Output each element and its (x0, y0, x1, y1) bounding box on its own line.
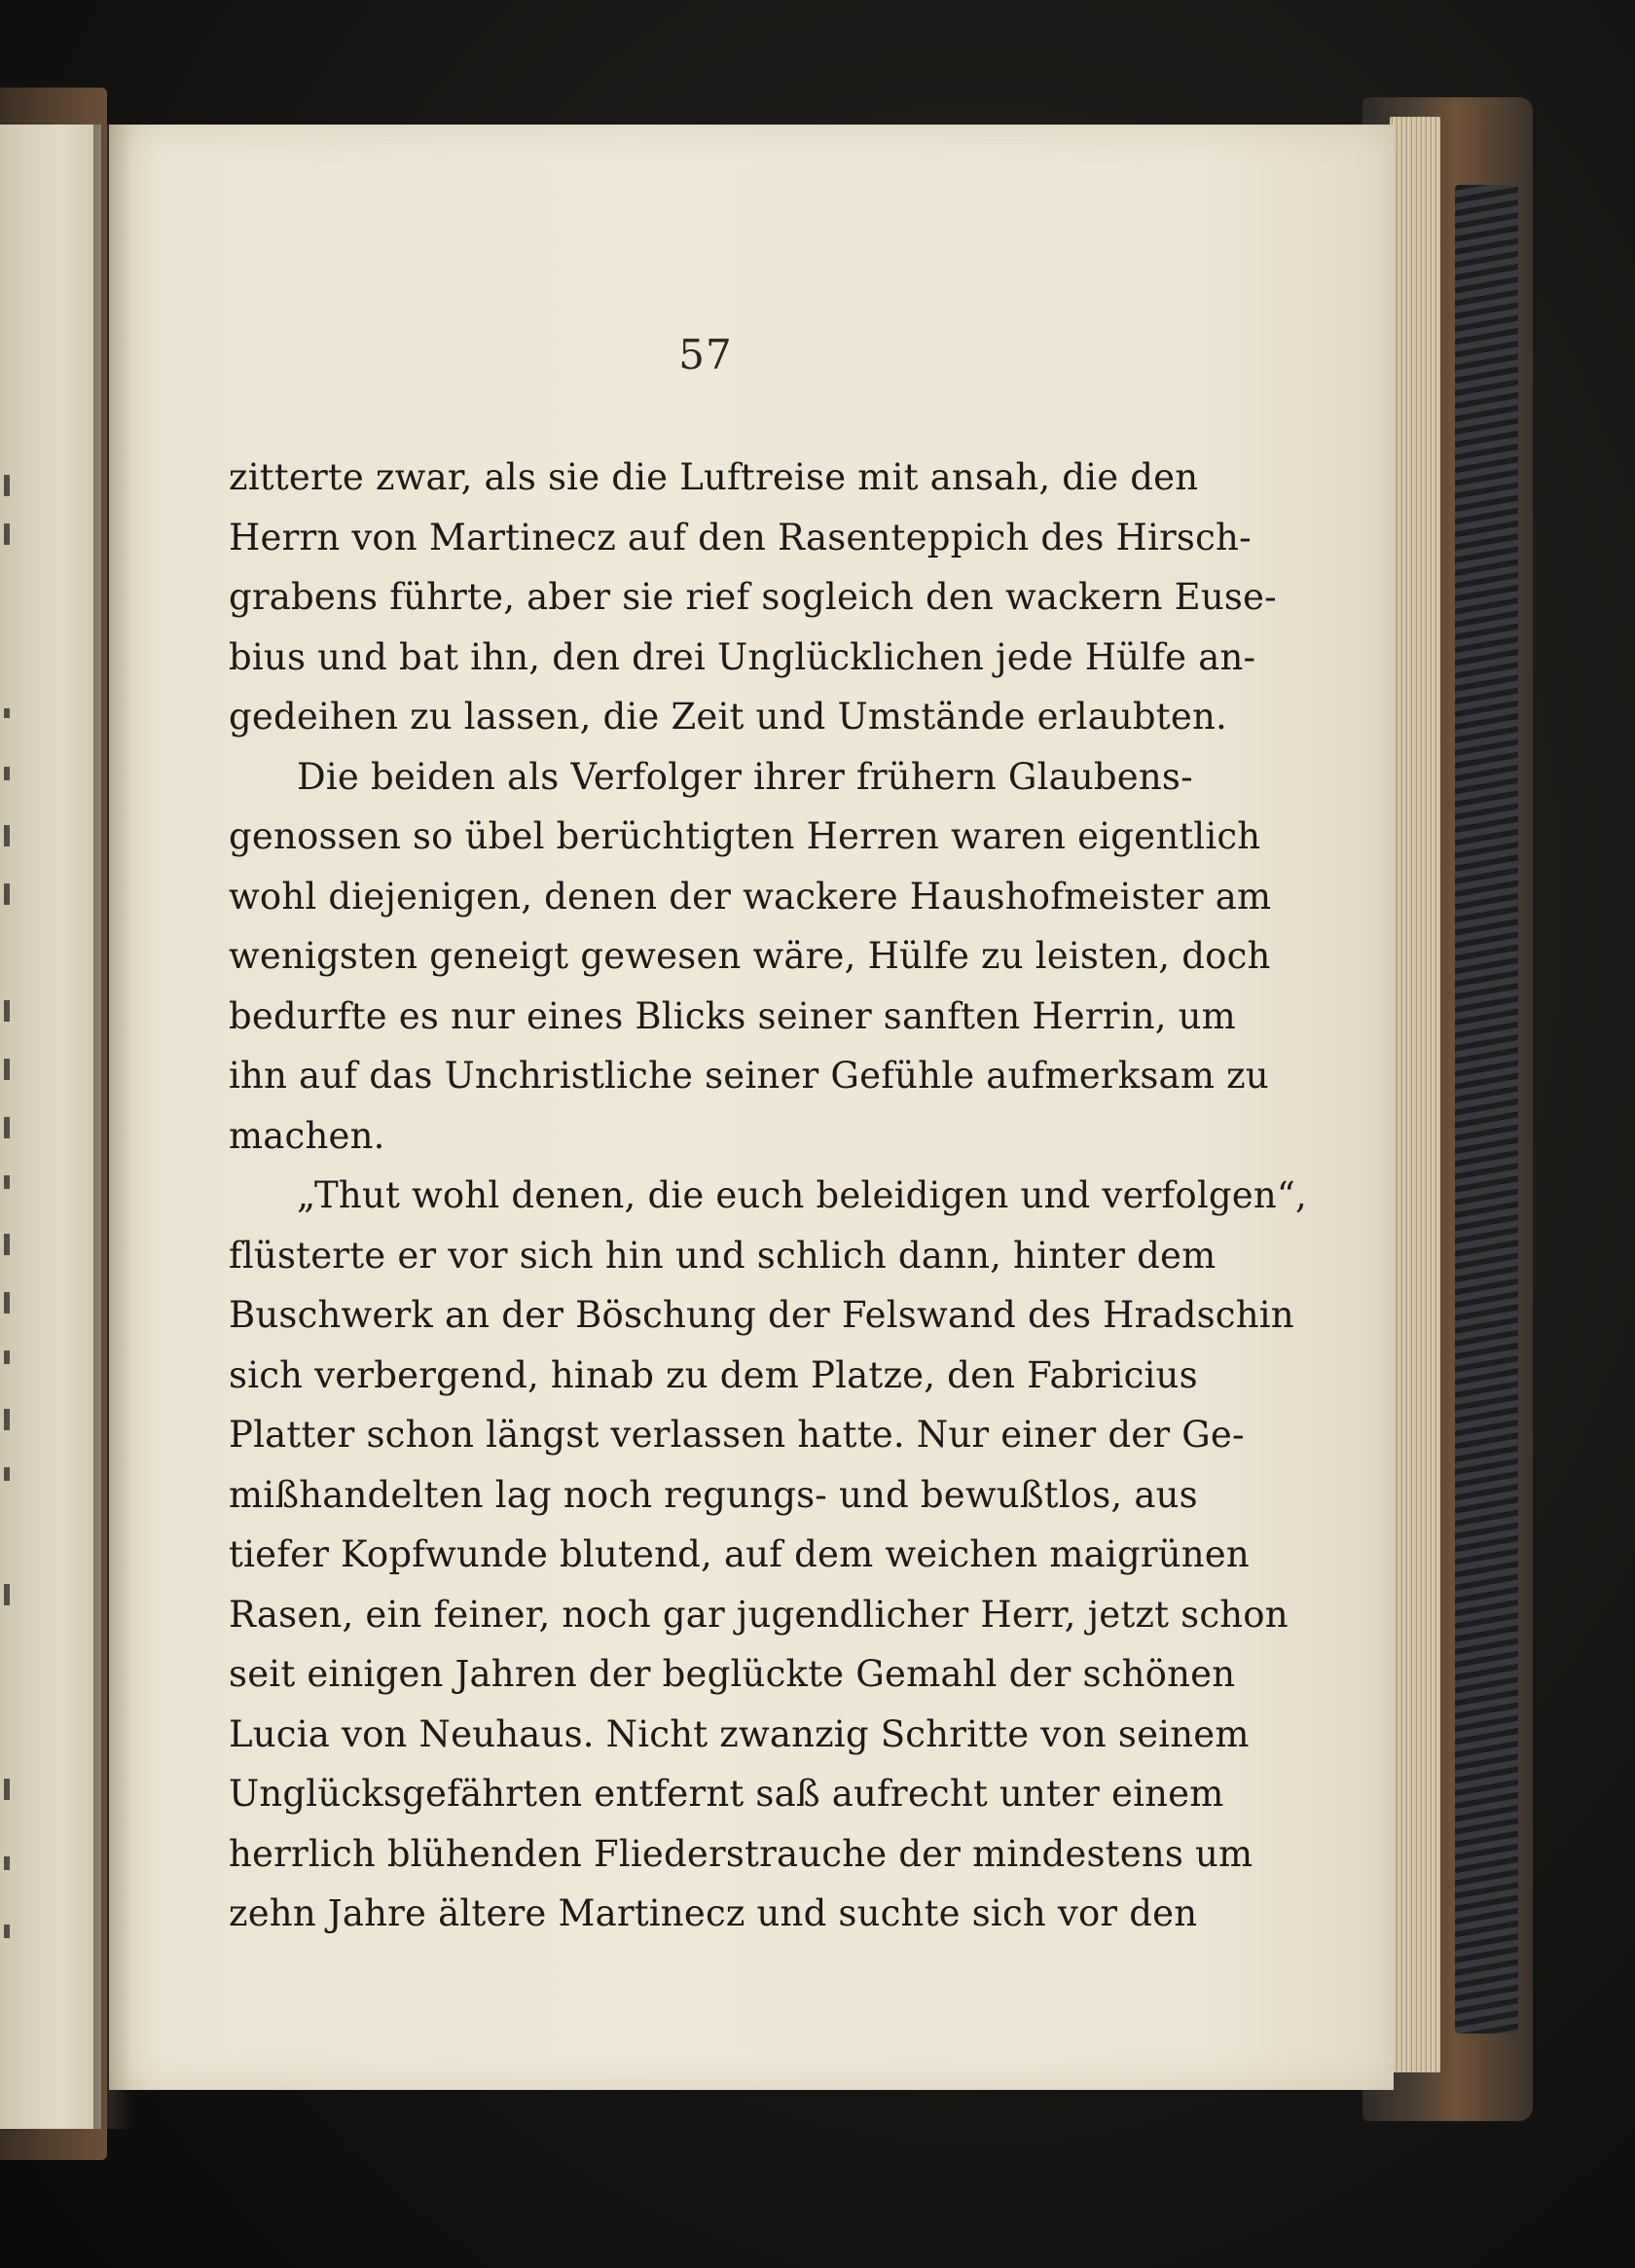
text-line: flüsterte er vor sich hin und schlich dann, hinter dem (229, 1234, 1217, 1277)
previous-page-edge (0, 125, 101, 2129)
text-line: mißhandelten lag noch regungs- und bewußtlos, aus (229, 1473, 1198, 1516)
text-line: Platter schon längst verlassen hatte. Nur einer der Ge- (229, 1414, 1245, 1456)
text-line: sich verbergend, hinab zu dem Platze, den Fabricius (229, 1353, 1198, 1396)
text-line: machen. (229, 1114, 385, 1157)
text-line: bedurfte es nur eines Blicks seiner sanften Herrin, um (229, 994, 1236, 1037)
spine-gutter-shadow (93, 125, 132, 2129)
text-line: zehn Jahre ältere Martinecz und suchte sich vor den (229, 1892, 1198, 1934)
book-cover-marbled-edge (1455, 185, 1518, 2034)
page-stack-edges (1390, 117, 1440, 2072)
text-line: Unglücksgefährten entfernt saß aufrecht unter einem (229, 1773, 1224, 1815)
text-line: wenigsten geneigt gewesen wäre, Hülfe zu leisten, doch (229, 935, 1271, 977)
text-line: ihn auf das Unchristliche seiner Gefühle aufmerksam zu (229, 1055, 1269, 1097)
text-line: Die beiden als Verfolger ihrer frühern Glaubens- (297, 755, 1193, 798)
text-line: bius und bat ihn, den drei Unglücklichen jede Hülfe an- (229, 635, 1256, 678)
text-line: Rasen, ein feiner, noch gar jugendlicher Herr, jetzt schon (229, 1593, 1289, 1636)
text-line: Buschwerk an der Böschung der Felswand des Hradschin (229, 1294, 1294, 1336)
text-line: Herrn von Martinecz auf den Rasenteppich des Hirsch- (229, 516, 1252, 558)
text-line: wohl diejenigen, denen der wackere Haushofmeister am (229, 875, 1272, 918)
text-line: „Thut wohl denen, die euch beleidigen und verfolgen“, (297, 1174, 1307, 1216)
text-line: herrlich blühenden Fliederstrauche der mindestens um (229, 1832, 1254, 1875)
text-line: grabens führte, aber sie rief sogleich den wackern Euse- (229, 576, 1277, 618)
text-line: gedeihen zu lassen, die Zeit und Umstände erlaubten. (229, 696, 1227, 738)
text-line: Lucia von Neuhaus. Nicht zwanzig Schritte von seinem (229, 1712, 1250, 1755)
text-line: genossen so übel berüchtigten Herren waren eigentlich (229, 815, 1261, 857)
page-text-block (229, 448, 1307, 1944)
page-number: 57 (678, 331, 733, 378)
text-line: zitterte zwar, als sie die Luftreise mit ansah, die den (229, 456, 1199, 498)
text-line: tiefer Kopfwunde blutend, auf dem weichen maigrünen (229, 1533, 1250, 1575)
text-line: seit einigen Jahren der beglückte Gemahl der schönen (229, 1653, 1236, 1695)
